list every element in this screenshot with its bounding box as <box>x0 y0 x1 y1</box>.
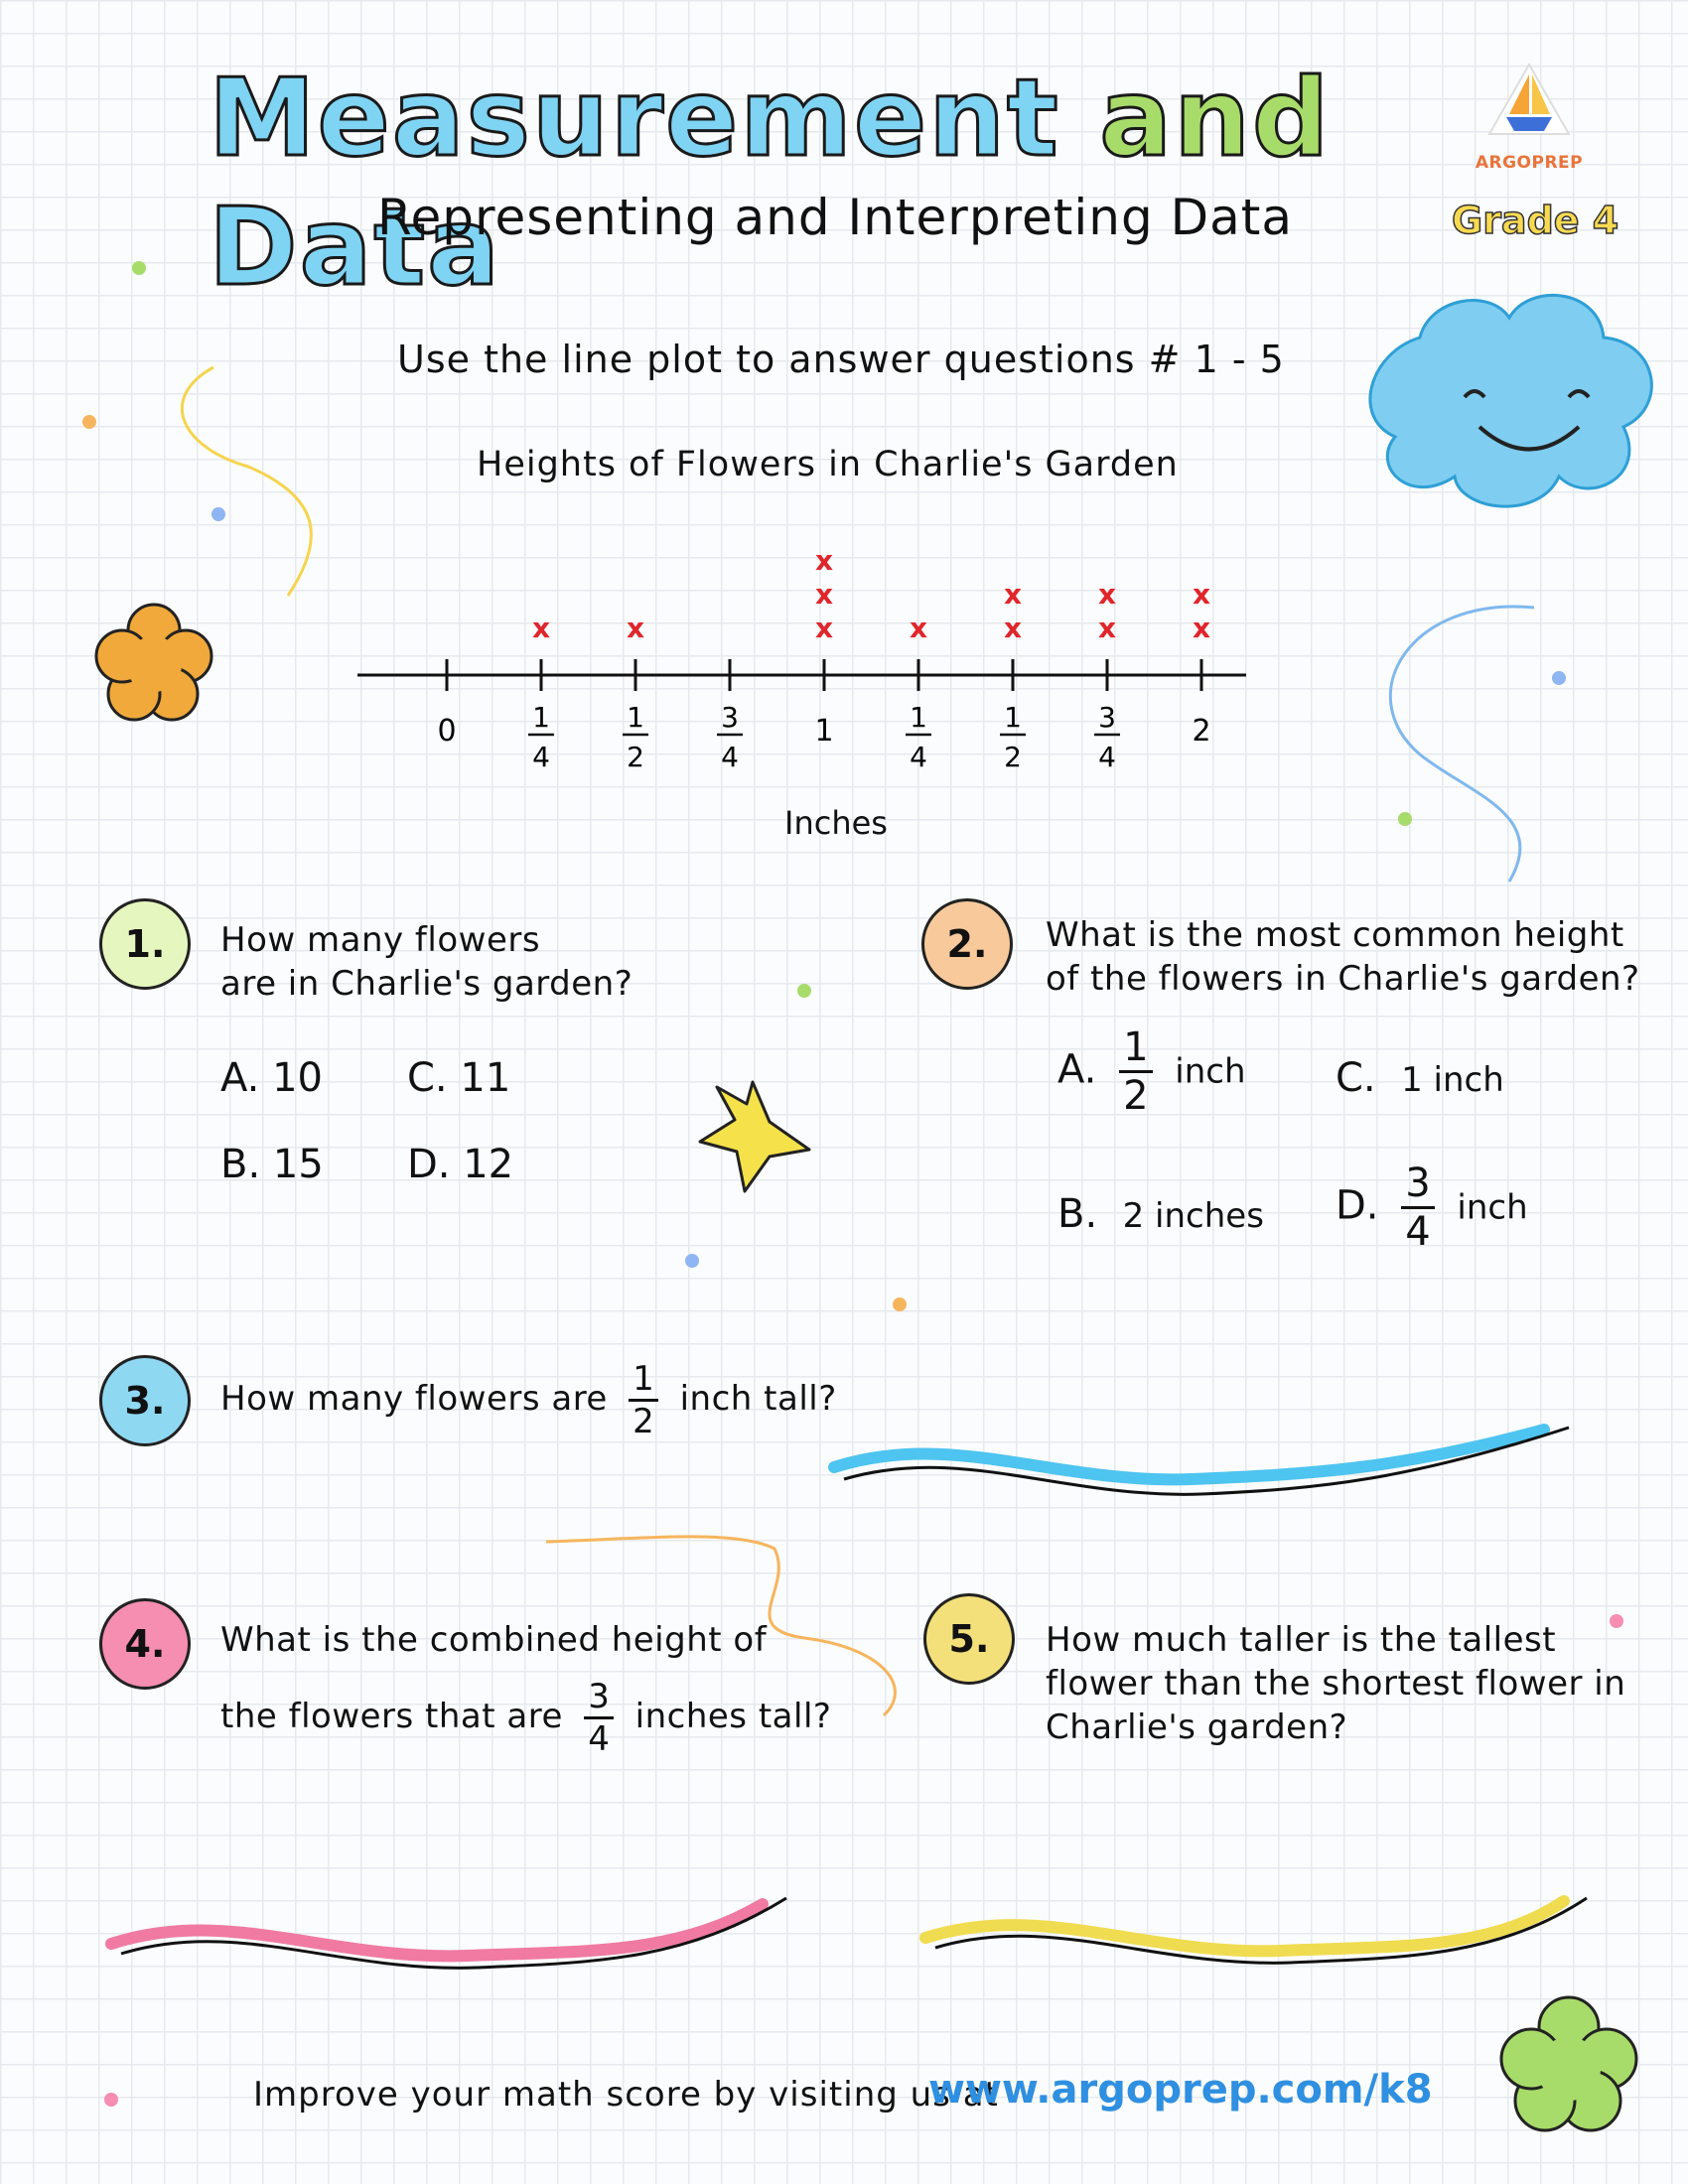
dot-decoration <box>1552 671 1566 685</box>
question-line: of the flowers in Charlie's garden? <box>1046 959 1640 999</box>
tick-label-denominator: 4 <box>532 741 550 773</box>
tick-label: 2 <box>1192 714 1211 749</box>
plot-marker: x <box>814 578 834 611</box>
tick-label-denominator: 4 <box>721 741 739 773</box>
fraction: $\frac{1}{2}$ <box>1119 1027 1152 1116</box>
tick-label-denominator: 4 <box>1098 741 1116 773</box>
sailboat-icon <box>1484 60 1574 149</box>
tick-label: 0 <box>437 714 457 749</box>
question-number-5: 5. <box>923 1593 1015 1685</box>
title-word: and <box>1099 57 1332 181</box>
question-3-text: How many flowers are $\frac{1}{2}$ inch tall? <box>220 1359 837 1441</box>
plot-marker: x <box>1192 578 1211 611</box>
dot-decoration <box>893 1297 907 1311</box>
question-line: flower than the shortest flower in <box>1046 1664 1626 1704</box>
dot-decoration <box>104 2093 118 2107</box>
question-line: How much taller is the tallest <box>1046 1620 1557 1660</box>
dot-decoration <box>1398 812 1412 826</box>
question-line: are in Charlie's garden? <box>220 964 633 1004</box>
question-5-text <box>1046 1618 1625 1749</box>
q1-option-b[interactable]: B. 15 <box>220 1142 324 1187</box>
fraction: $\frac{3}{4}$ <box>584 1680 614 1756</box>
tick-label: 1 <box>814 714 834 749</box>
plot-marker: x <box>531 612 551 644</box>
plot-marker: x <box>1192 612 1211 644</box>
tick-label-denominator: 4 <box>910 741 927 773</box>
plot-marker: x <box>1003 612 1023 644</box>
footer-link[interactable]: www.argoprep.com/k8 <box>928 2067 1433 2113</box>
q2-option-b[interactable]: B. 2 inches <box>1057 1191 1264 1237</box>
logo <box>1475 60 1584 173</box>
plot-marker: x <box>909 612 928 644</box>
answer-line-q4 <box>111 1898 786 1968</box>
fraction: $\frac{1}{2}$ <box>629 1362 658 1438</box>
title-word: Data <box>209 186 502 310</box>
tick-label-numerator: 1 <box>1004 701 1022 734</box>
question-number-2: 2. <box>921 898 1013 990</box>
squiggle-decoration <box>1390 607 1534 882</box>
tick-label-numerator: 1 <box>910 701 927 734</box>
cloud-decoration <box>1370 295 1651 506</box>
instruction-text: Use the line plot to answer questions # 1 - 5 <box>397 338 1285 381</box>
grade-badge: Grade 4 <box>1452 199 1619 242</box>
plot-marker: x <box>814 612 834 644</box>
footer-text: Improve your math score by visiting us at <box>253 2075 999 2115</box>
dot-decoration <box>685 1254 699 1268</box>
dot-decoration <box>82 415 96 429</box>
squiggle-decoration <box>182 367 311 596</box>
flower-decoration <box>96 605 211 720</box>
tick-label-numerator: 3 <box>1098 701 1116 734</box>
q1-option-a[interactable]: A. 10 <box>220 1055 323 1101</box>
plot-marker: x <box>626 612 645 644</box>
question-line: What is the combined height of <box>220 1620 768 1660</box>
plot-marker: x <box>1097 578 1117 611</box>
question-2-text <box>1046 913 1640 1001</box>
tick-label-denominator: 2 <box>627 741 644 773</box>
question-line: the flowers that are $\frac{3}{4}$ inches tall? <box>220 1677 832 1759</box>
question-line: How many flowers <box>220 920 541 960</box>
plot-marker: x <box>1097 612 1117 644</box>
question-4-text <box>220 1618 832 1759</box>
star-decoration <box>700 1082 809 1191</box>
page-subtitle: Representing and Interpreting Data <box>377 189 1294 246</box>
fraction: $\frac{3}{4}$ <box>1401 1163 1434 1252</box>
question-number-3: 3. <box>99 1355 191 1446</box>
chart-xlabel: Inches <box>784 804 888 842</box>
q1-option-d[interactable]: D. 12 <box>407 1142 514 1187</box>
answer-line-q3 <box>834 1428 1569 1494</box>
plot-marker: x <box>1003 578 1023 611</box>
title-word: Measurement <box>209 57 1060 181</box>
tick-label-numerator: 1 <box>627 701 644 734</box>
plot-marker: x <box>814 544 834 577</box>
page-title <box>209 55 1400 313</box>
logo-text: ARGOPREP <box>1475 153 1584 173</box>
chart-title: Heights of Flowers in Charlie's Garden <box>477 445 1179 484</box>
question-number-1: 1. <box>99 898 191 990</box>
question-1-text <box>220 918 633 1006</box>
dot-decoration <box>211 507 225 521</box>
dot-decoration <box>797 984 811 998</box>
q2-option-d[interactable]: D. $\frac{3}{4}$ inch <box>1336 1160 1528 1255</box>
tick-label-denominator: 2 <box>1004 741 1022 773</box>
dot-decoration <box>132 261 146 275</box>
flower-decoration <box>1501 1997 1636 2130</box>
answer-line-q5 <box>925 1898 1587 1963</box>
q2-option-c[interactable]: C. 1 inch <box>1336 1055 1504 1101</box>
tick-label-numerator: 1 <box>532 701 550 734</box>
question-line: What is the most common height <box>1046 915 1624 955</box>
q1-option-c[interactable]: C. 11 <box>407 1055 511 1101</box>
question-line: Charlie's garden? <box>1046 1707 1348 1747</box>
tick-label-numerator: 3 <box>721 701 739 734</box>
q2-option-a[interactable]: A. $\frac{1}{2}$ inch <box>1057 1024 1246 1119</box>
question-number-4: 4. <box>99 1598 191 1690</box>
